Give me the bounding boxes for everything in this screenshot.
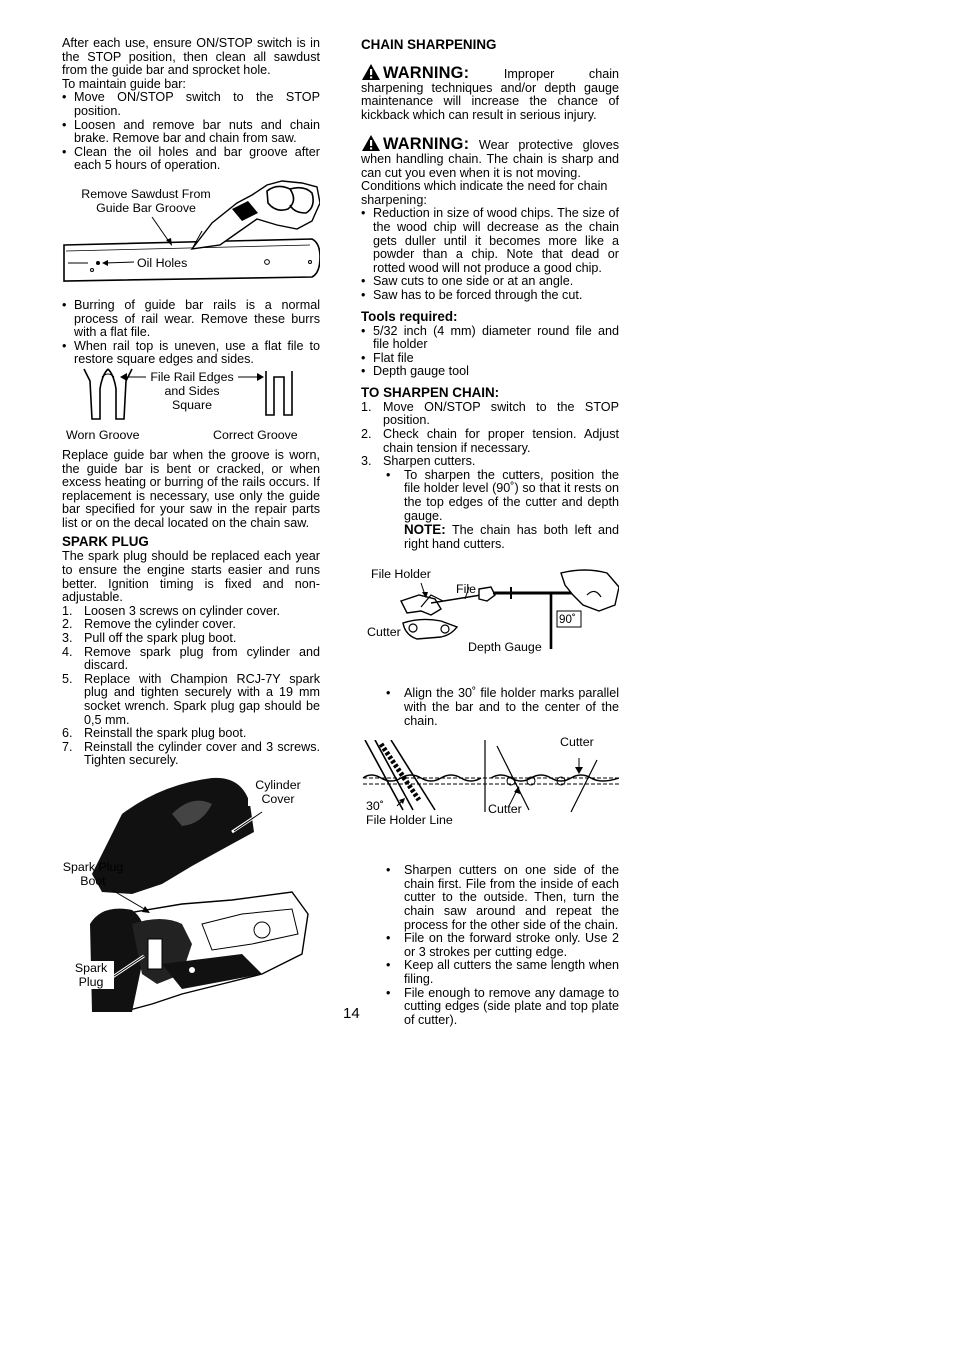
list-item: • When rail top is uneven, use a flat file to restore square edges and sides. [62,340,320,367]
rail-list [62,299,320,367]
intro-text: After each use, ensure ON/STOP switch is in the STOP position, then clean all sawdust from the guide bar and sprocket hole. [62,36,320,78]
note-label: NOTE: [404,522,446,538]
sharpen-steps [361,401,619,469]
cutter-top-label: Cutter [560,735,594,750]
list-item: 5. Replace with Champion RCJ-7Y spark plug and tighten securely with a 19 mm socket wrench. Spark plug gap should be 0,5 mm. [62,671,320,727]
warning-word: WARNING: [383,135,470,154]
replace-text: Replace guide bar when the groove is worn, the guide bar is bent or cracked, or when excess heating or burring of the rails occurs. If replacement is necessary, use only the guide bar specified for your saw in the repair parts list or on the decal located on the chain saw. [62,447,320,530]
spark-steps [62,605,320,768]
file-holder-illustration [361,565,619,677]
groove-figure [62,367,320,451]
cylinder-cover-label: Cylinder Cover [248,778,308,806]
warning-icon [361,134,381,152]
list-item: • Burring of guide bar rails is a normal process of rail wear. Remove these burrs with a flat file. [62,299,320,340]
list-item: 1. Loosen 3 screws on cylinder cover. [62,603,281,618]
warning-icon [361,63,381,81]
list-item: • File on the forward stroke only. Use 2 or 3 strokes per cutting edge. [404,932,619,959]
spark-plug-figure [62,774,320,1012]
list-item: • Reduction in size of wood chips. The size of the wood chip will decrease as the chain gets duller until it becomes more like a powder than a chip. Note that dead or rotted wood will not produce a good chip. [361,207,619,275]
list-item: • Keep all cutters the same length when filing. [404,959,619,986]
file-rail-label: File Rail Edges and Sides Square [150,369,234,412]
warning-1: WARNING: Improper chain sharpening techniques and/or depth gauge maintenance will increase the chance of kickback which can result in serious injury. [361,64,619,122]
correct-groove-label: Correct Groove [213,427,298,442]
warning-word: WARNING: [383,64,470,82]
file-holder-figure [361,565,619,677]
sharpen-sub-list-3 [361,864,619,1027]
sawdust-label: Remove Sawdust From Guide Bar Groove [81,186,211,215]
list-item: 7. Reinstall the cylinder cover and 3 screws. Tighten securely. [62,739,320,768]
right-column [361,37,619,1027]
cutter-label: Cutter [367,625,401,640]
tools-heading: Tools required: [361,308,458,324]
maintain-label: To maintain guide bar: [62,76,186,91]
conditions-text: Conditions which indicate the need for chain sharpening: [361,179,608,207]
left-column [62,37,320,1012]
conditions-list [361,207,619,302]
angle-90-label: 90˚ [559,613,576,627]
list-item: 2. Check chain for proper tension. Adjust chain tension if necessary. [361,427,619,455]
spark-plug-heading: SPARK PLUG [62,534,149,550]
depth-gauge-label: Depth Gauge [468,640,542,655]
chain-sharpening-heading: CHAIN SHARPENING [361,37,497,52]
list-item: 2. Remove the cylinder cover. [62,617,236,632]
worn-groove-label: Worn Groove [66,427,140,442]
list-item: 3. Sharpen cutters. [361,454,476,469]
list-item: • File enough to remove any damage to cutting edges (side plate and top plate of cutter). [404,987,619,1028]
list-item: 6. Reinstall the spark plug boot. [62,726,247,741]
list-item: • Loosen and remove bar nuts and chain brake. Remove bar and chain from saw. [62,119,320,146]
file-angle-figure [361,735,619,856]
list-item: • Depth gauge tool [361,365,619,379]
list-item: • Flat file [361,352,619,366]
page-number: 14 [343,1005,360,1022]
list-item: • Saw has to be forced through the cut. [361,289,619,303]
list-item: 4. Remove spark plug from cylinder and discard. [62,644,320,673]
list-item: • 5/32 inch (4 mm) diameter round file and file holder [361,325,619,352]
sharpen-sub-list-1 [361,469,619,552]
oil-holes-label: Oil Holes [137,255,188,270]
spark-plug-boot-label: Spark Plug Boot [62,859,124,888]
guide-bar-figure [62,173,320,297]
list-item: 1. Move ON/STOP switch to the STOP position. [361,399,619,428]
list-item: • Clean the oil holes and bar groove after each 5 hours of operation. [62,146,320,173]
file-holder-label: File Holder [371,567,431,582]
list-item: • Move ON/STOP switch to the STOP position. [62,91,320,118]
spark-text: The spark plug should be replaced each year to ensure the engine starts easier and runs better. Ignition timing is fixed and non-adjustable. [62,549,320,605]
list-item: • To sharpen the cutters, position the file holder level (90˚) so that it rests on the top edges of the cutter and depth gauge. NOTE: The chain has both left and right hand cutters. [404,469,619,552]
file-angle-illustration [361,740,619,856]
list-item: 3. Pull off the spark plug boot. [62,631,237,646]
spark-plug-label: Spark Plug [68,961,114,989]
file-label: File [456,582,476,597]
tools-list [361,325,619,379]
sharpen-heading: TO SHARPEN CHAIN: [361,384,500,400]
warning-2: WARNING: Wear protective gloves when handling chain. The chain is sharp and can cut you even when it is not moving. [361,135,619,180]
cutter-bottom-label: Cutter [488,802,522,817]
maintain-list [62,91,320,173]
list-item: • Sharpen cutters on one side of the chain first. File from the inside of each cutter to the outside. Then, turn the chain saw around and repeat the process for the other side of the chain. [404,864,619,932]
list-item: • Align the 30˚ file holder marks parallel with the bar and to the center of the chain. [404,687,619,728]
sharpen-sub-list-2 [361,687,619,728]
list-item: • Saw cuts to one side or at an angle. [361,275,619,289]
angle-30-label: 30˚ [366,799,384,814]
file-holder-line-label: File Holder Line [366,813,453,828]
